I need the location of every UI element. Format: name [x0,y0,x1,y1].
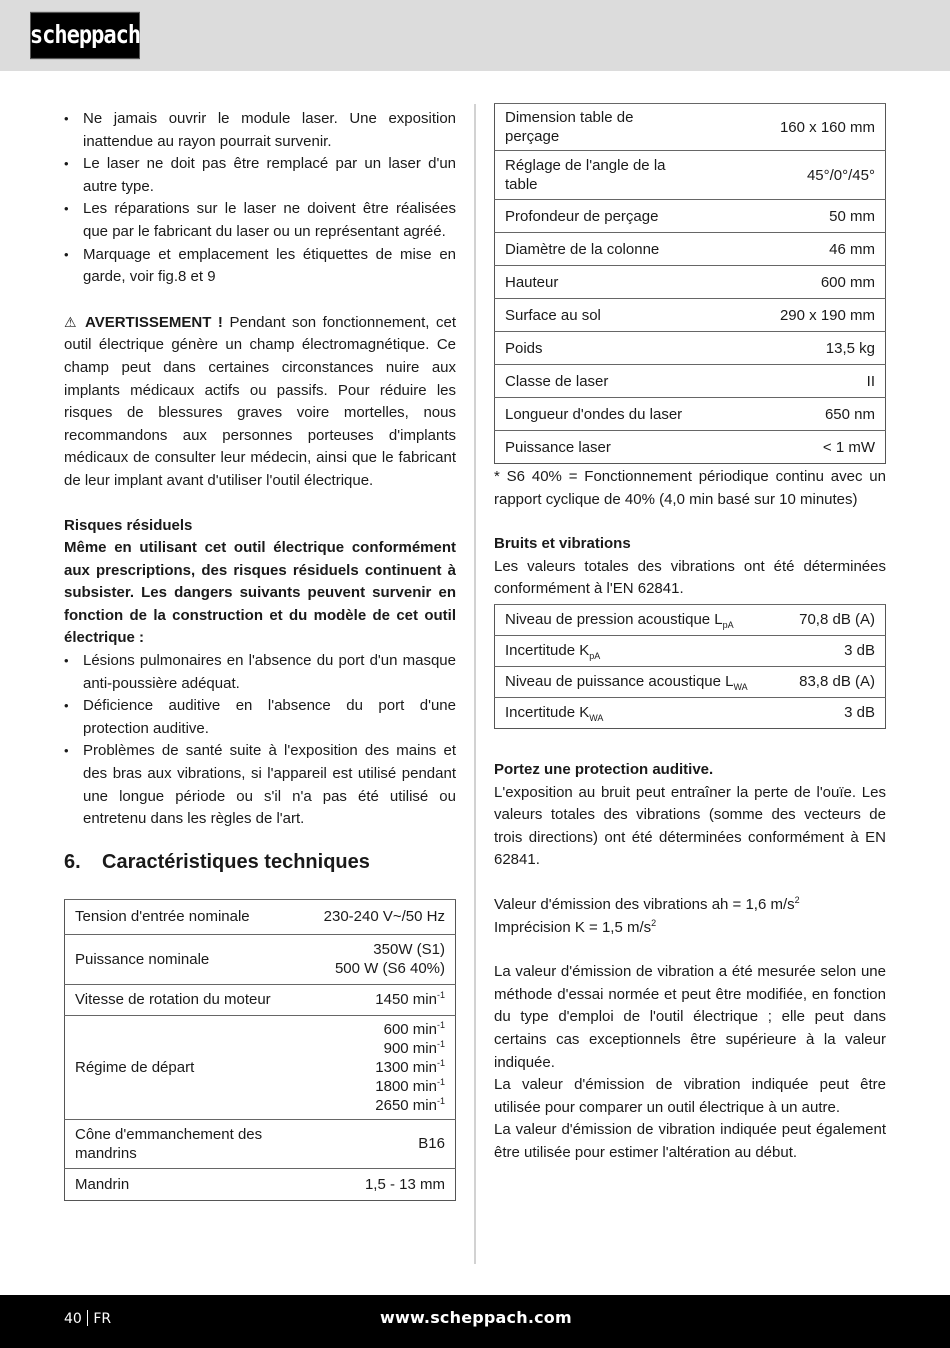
page-footer [0,1295,950,1348]
list-item: • Lésions pulmonaires en l'absence du port d'un masque anti-poussière adéquat. [64,650,456,695]
spec-value-line: 500 W (S6 40%) [334,960,445,978]
laser-safety-list [64,108,456,289]
vibration-paragraph: La valeur d'émission de vibration indiquée peut être utilisée pour comparer un outil électrique à un autre. [494,1076,886,1116]
table-row [65,984,456,1015]
residual-risks-intro: Même en utilisant cet outil électrique conformément aux prescriptions, des risques résiduels continuent à subsister. Les dangers suivants peuvent survenir en fonction de la construction et du modèle de cet outil électrique : [64,539,456,647]
table-row [65,1015,456,1119]
spec-value: < 1 mW [695,431,886,464]
spec-label: Vitesse de rotation du moteur [65,984,295,1015]
language-code: FR [93,1311,112,1327]
spec-label: Profondeur de perçage [495,200,695,233]
warning-triangle-icon: ⚠ [64,313,79,330]
spec-value [295,1015,456,1119]
spec-value [295,934,456,984]
table-row [65,1119,456,1168]
table-row [495,233,886,266]
column-divider [474,104,476,1264]
residual-risks-title: Risques résiduels [64,516,193,534]
spec-label: Puissance laser [495,431,695,464]
table-row [495,697,886,728]
table-row [65,1168,456,1200]
spec-label: Classe de laser [495,365,695,398]
page-indicator [64,1310,111,1327]
website-link[interactable]: www.scheppach.com [380,1308,572,1327]
superscript: -1 [436,990,445,1001]
list-item: • Les réparations sur le laser ne doivent être réalisées que par le fabricant du laser ou un représentant agréé. [64,198,456,243]
vibration-paragraph: La valeur d'émission de vibration indiquée peut également être utilisée pour estimer l'altération au début. [494,1121,886,1161]
table-row [495,666,886,697]
noise-table [494,604,886,729]
spec-label: Surface au sol [495,299,695,332]
spec-value: 50 mm [695,200,886,233]
warning-text: Pendant son fonctionnement, cet outil électrique génère un champ électromagnétique. Ce champ peut dans certaines circonstances nuire aux implants médicaux actifs ou passifs. Pour réduire les risques de blessures graves voire mortelles, nous recommandons aux personnes porteuses d'implants médicaux de consulter leur médecin, ainsi que le fabricant de leur implant avant d'utiliser l'outil électrique. [64,313,456,489]
spec-value: II [695,365,886,398]
spec-value: 83,8 dB (A) [781,666,886,697]
list-item: • Le laser ne doit pas être remplacé par un laser d'un autre type. [64,153,456,198]
spec-label: Dimension table de perçage [495,104,695,151]
spec-value: 3 dB [781,635,886,666]
technical-spec-table-2 [494,103,886,464]
spec-value: 160 x 160 mm [695,104,886,151]
spec-value-line: 1300 $\min^{-1}$ [375,1057,445,1076]
vibration-uncertainty-value: Imprécision K = 1,5 $m/s^2$ [494,917,657,936]
right-column [494,103,886,1164]
list-item: • Marquage et emplacement les étiquettes de mise en garde, voir fig.8 et 9 [64,244,456,289]
table-row [495,200,886,233]
warning-paragraph [64,311,456,493]
noise-title: Bruits et vibrations [494,535,631,553]
table-row [495,151,886,200]
protection-text: L'exposition au bruit peut entraîner la perte de l'ouïe. Les valeurs totales des vibrations (somme des vecteurs de trois directions) ont été déterminées conformément à EN 62841. [494,783,886,869]
spec-value: 290 x 190 mm [695,299,886,332]
table-row [495,104,886,151]
spec-label: Niveau de puissance acoustique $L_{WA}$ [495,666,781,697]
spec-value [295,984,456,1015]
spec-label: Puissance nominale [65,934,295,984]
list-item: • Ne jamais ouvrir le module laser. Une exposition inattendue au rayon pourrait survenir. [64,108,456,153]
table-row [65,934,456,984]
spec-value: 70,8 dB (A) [781,604,886,635]
spec-label: Hauteur [495,266,695,299]
spec-label: Poids [495,332,695,365]
vibration-emission-value: Valeur d'émission des vibrations ah = 1,6 $m/s^2$ [494,894,800,913]
warning-label-group [64,314,223,331]
spec-label: Incertitude $K_{pA}$ [495,635,781,666]
spec-value: 1,5 - 13 mm [295,1168,456,1200]
section-title [64,849,456,875]
section-title-text: Caractéristiques techniques [102,850,370,873]
spec-value: 46 mm [695,233,886,266]
spec-label: Incertitude $K_{WA}$ [495,697,781,728]
table-row [495,398,886,431]
list-item: • Problèmes de santé suite à l'exposition des mains et des bras aux vibrations, si l'appareil est utilisé pendant une longue période ou s'il n'a pas été utilisé ou entretenu dans les règles de l'art. [64,740,456,830]
spec-value-line: 350W (S1) [373,941,445,959]
table-row [495,365,886,398]
spec-label: Réglage de l'angle de la table [495,151,695,200]
spec-value: 230-240 V~/50 Hz [295,899,456,934]
technical-spec-table-1 [64,899,456,1201]
spec-value-line: 900 $\min^{-1}$ [383,1038,445,1057]
spec-value: 3 dB [781,697,886,728]
vibration-paragraph: La valeur d'émission de vibration a été mesurée selon une méthode d'essai normée et peut être modifiée, en fonction du type d'emploi de l'outil électrique ; elle peut dans certains cas exceptionnels être supérieure à la valeur indiquée. [494,963,886,1071]
spec-value-text: 1450 min [375,991,437,1009]
noise-intro: Les valeurs totales des vibrations ont été déterminées conformément à l'EN 62841. [494,557,886,598]
spec-value: 13,5 kg [695,332,886,365]
separator [87,1310,89,1326]
scheppach-logo: scheppach [30,12,140,59]
footnote: * S6 40% = Fonctionnement périodique continu avec un rapport cyclique de 40% (4,0 min basé sur 10 minutes) [494,468,886,508]
spec-label: Cône d'emmanchement des mandrins [65,1119,295,1168]
spec-value-line: 1800 $\min^{-1}$ [375,1076,445,1095]
spec-label: Régime de départ [65,1015,295,1119]
spec-value-line: 600 $\min^{-1}$ [383,1019,445,1038]
spec-value: 650 nm [695,398,886,431]
spec-value: 45°/0°/45° [695,151,886,200]
spec-label: Diamètre de la colonne [495,233,695,266]
table-row [495,266,886,299]
table-row [495,431,886,464]
section-number: 6. [64,850,81,873]
warning-label: AVERTISSEMENT ! [84,313,223,331]
spec-value: 600 mm [695,266,886,299]
page-number: 40 [64,1311,82,1327]
page-header [0,0,950,71]
table-row [495,635,886,666]
residual-risks-list [64,650,456,831]
protection-title: Portez une protection auditive. [494,760,714,778]
spec-label: Mandrin [65,1168,295,1200]
list-item: • Déficience auditive en l'absence du port d'une protection auditive. [64,695,456,740]
table-row [495,332,886,365]
spec-label: Niveau de pression acoustique $L_{pA}$ [495,604,781,635]
table-row [65,899,456,934]
spec-label: Longueur d'ondes du laser [495,398,695,431]
spec-value-line: 2650 $\min^{-1}$ [375,1095,445,1114]
table-row [495,299,886,332]
table-row [495,604,886,635]
spec-value: B16 [295,1119,456,1168]
left-column [64,108,456,1201]
spec-label: Tension d'entrée nominale [65,899,295,934]
